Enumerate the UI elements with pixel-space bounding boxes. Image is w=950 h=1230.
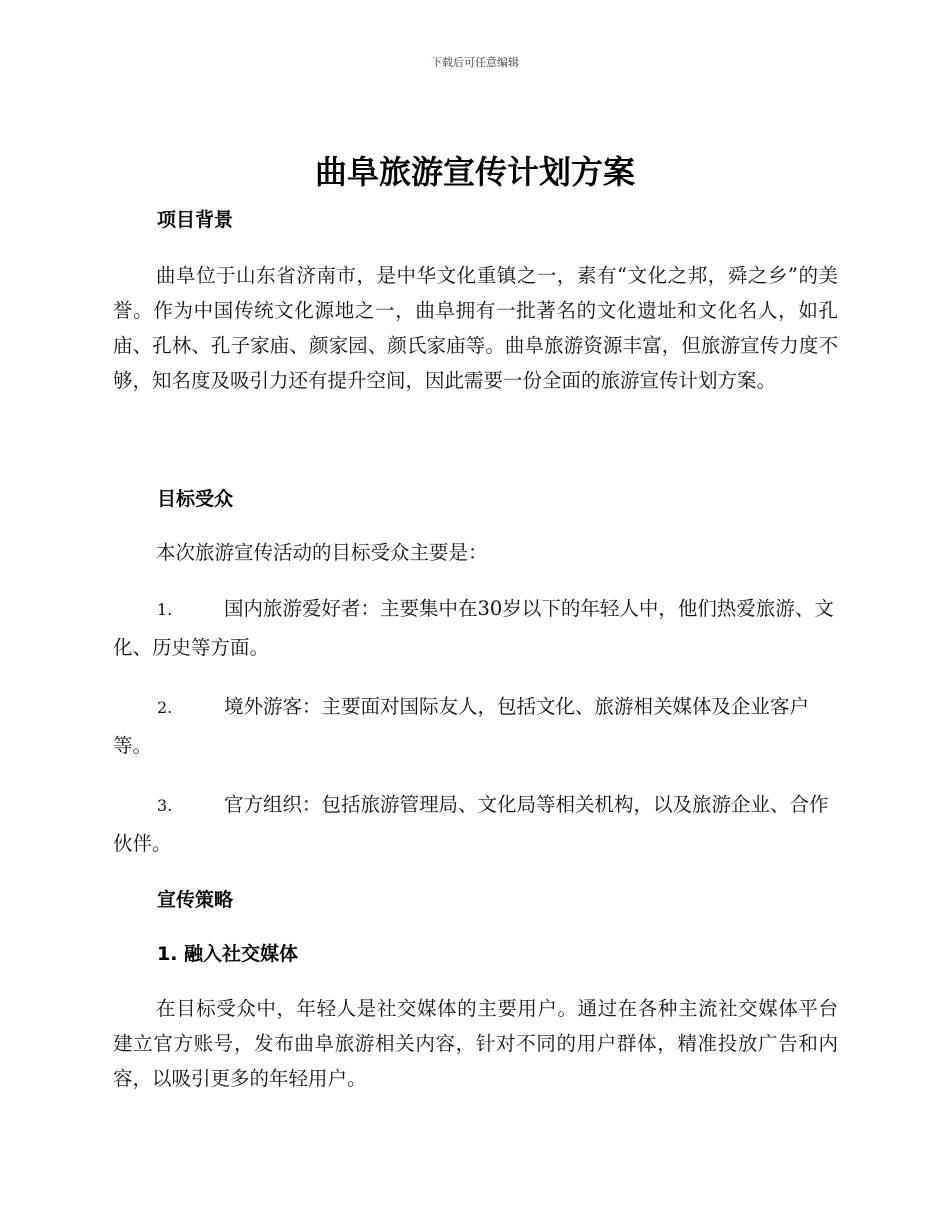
audience-intro: 本次旅游宣传活动的目标受众主要是： (156, 541, 488, 564)
list-number: 2. (157, 698, 173, 717)
audience-list-item-3 (113, 786, 838, 863)
background-paragraph: 曲阜位于山东省济南市，是中华文化重镇之一，素有“文化之邦，舜之乡”的美誉。作为中国传统文化源地之一，曲阜拥有一批著名的文化遗址和文化名人，如孔庙、孔林、孔子家庙、颜家园、颜氏家庙等。曲阜旅游资源丰富，但旅游宣传力度不够，知名度及吸引力还有提升空间，因此需要一份全面的旅游宣传计划方案。 (113, 264, 838, 392)
strategy-paragraph: 在目标受众中，年轻人是社交媒体的主要用户。通过在各种主流社交媒体平台建立官方账号，发布曲阜旅游相关内容，针对不同的用户群体，精准投放广告和内容，以吸引更多的年轻用户。 (113, 997, 838, 1090)
list-number: 1. (157, 600, 173, 619)
audience-list-item-2 (113, 688, 838, 765)
list-item-text: 国内旅游爱好者：主要集中在30岁以下的年轻人中，他们热爱旅游、文化、历史等方面。 (113, 597, 834, 659)
section-heading-audience: 目标受众 (157, 488, 234, 510)
header-note: 下载后可任意编辑 (431, 56, 519, 69)
document-title: 曲阜旅游宣传计划方案 (314, 153, 635, 191)
list-number: 3. (157, 796, 173, 815)
list-item-text: 官方组织：包括旅游管理局、文化局等相关机构，以及旅游企业、合作伙伴。 (113, 793, 829, 855)
section-heading-strategy: 宣传策略 (157, 889, 234, 911)
section-heading-background: 项目背景 (157, 209, 234, 231)
audience-list-item-1 (113, 590, 838, 667)
strategy-subheading-social-media: 1. 融入社交媒体 (157, 943, 299, 965)
list-item-text: 境外游客：主要面对国际友人，包括文化、旅游相关媒体及企业客户等。 (113, 695, 810, 757)
